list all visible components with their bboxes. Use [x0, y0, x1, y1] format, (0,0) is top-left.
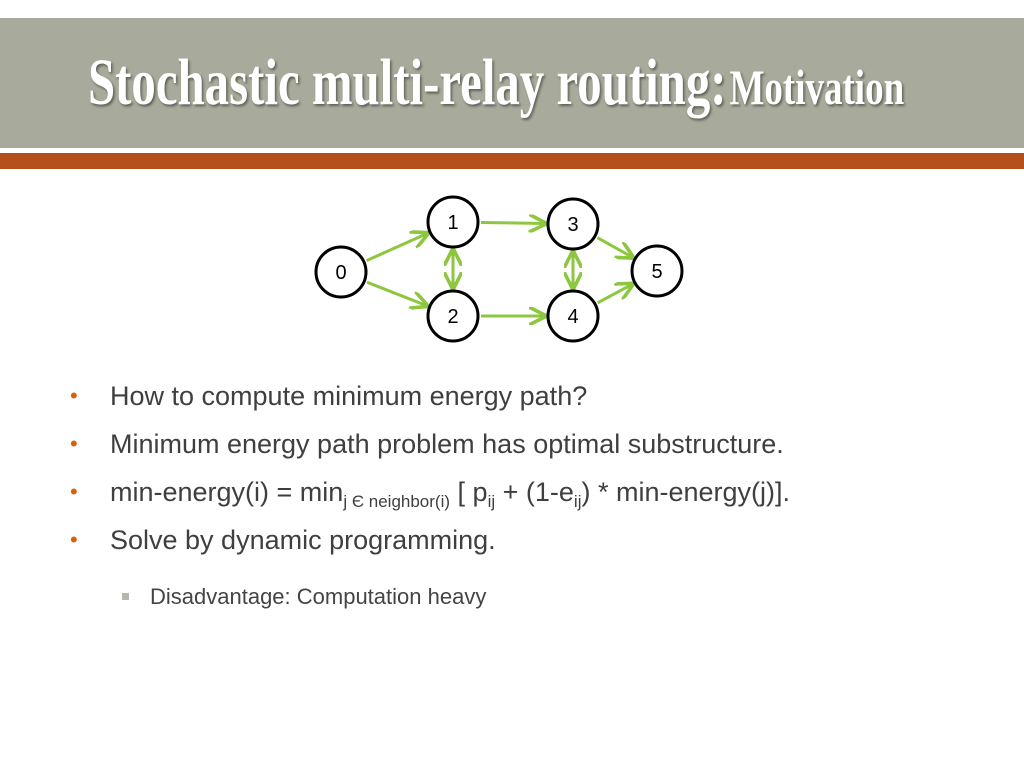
- bullet-item: [70, 378, 790, 426]
- bullet-dot-icon: •: [70, 479, 78, 504]
- bullet-item: [70, 522, 790, 570]
- bullet-text: Minimum energy path problem has optimal substructure.: [110, 429, 784, 459]
- edge-0-1: [367, 233, 428, 260]
- sub-bullet-item: [122, 582, 486, 612]
- formula-part: ) * min-energy(j)].: [581, 477, 791, 507]
- bullet-text: Solve by dynamic programming.: [110, 525, 496, 555]
- edge-3-5: [597, 238, 632, 258]
- formula-subscript: ij: [487, 492, 496, 511]
- sub-bullet-text: Disadvantage: Computation heavy: [150, 584, 487, 609]
- bullet-text: How to compute minimum energy path?: [110, 381, 588, 411]
- bullet-dot-icon: •: [70, 383, 78, 408]
- title-main: Stochastic multi-relay routing:: [88, 46, 727, 119]
- formula-part: [ p: [450, 477, 488, 507]
- bullet-item: [70, 426, 790, 474]
- title-subtitle: Motivation: [729, 59, 905, 115]
- formula-part: + (1-e: [495, 477, 574, 507]
- square-bullet-icon: [122, 593, 129, 600]
- bullet-dot-icon: •: [70, 431, 78, 456]
- node-label-4: 4: [567, 306, 579, 328]
- formula-subscript: j Є neighbor(i): [343, 492, 451, 511]
- node-label-3: 3: [567, 214, 579, 236]
- bullet-item-formula: [70, 474, 790, 522]
- edge-0-2: [367, 282, 427, 306]
- formula-part: min-energy(i) = min: [110, 477, 344, 507]
- node-label-1: 1: [447, 212, 459, 234]
- node-label-0: 0: [335, 262, 347, 284]
- edge-1-3: [481, 222, 545, 223]
- bullet-list: [70, 378, 790, 570]
- node-label-5: 5: [651, 261, 663, 283]
- node-label-2: 2: [447, 306, 459, 328]
- formula-subscript: ij: [573, 492, 582, 511]
- edge-4-5: [598, 284, 633, 303]
- bullet-dot-icon: •: [70, 527, 78, 552]
